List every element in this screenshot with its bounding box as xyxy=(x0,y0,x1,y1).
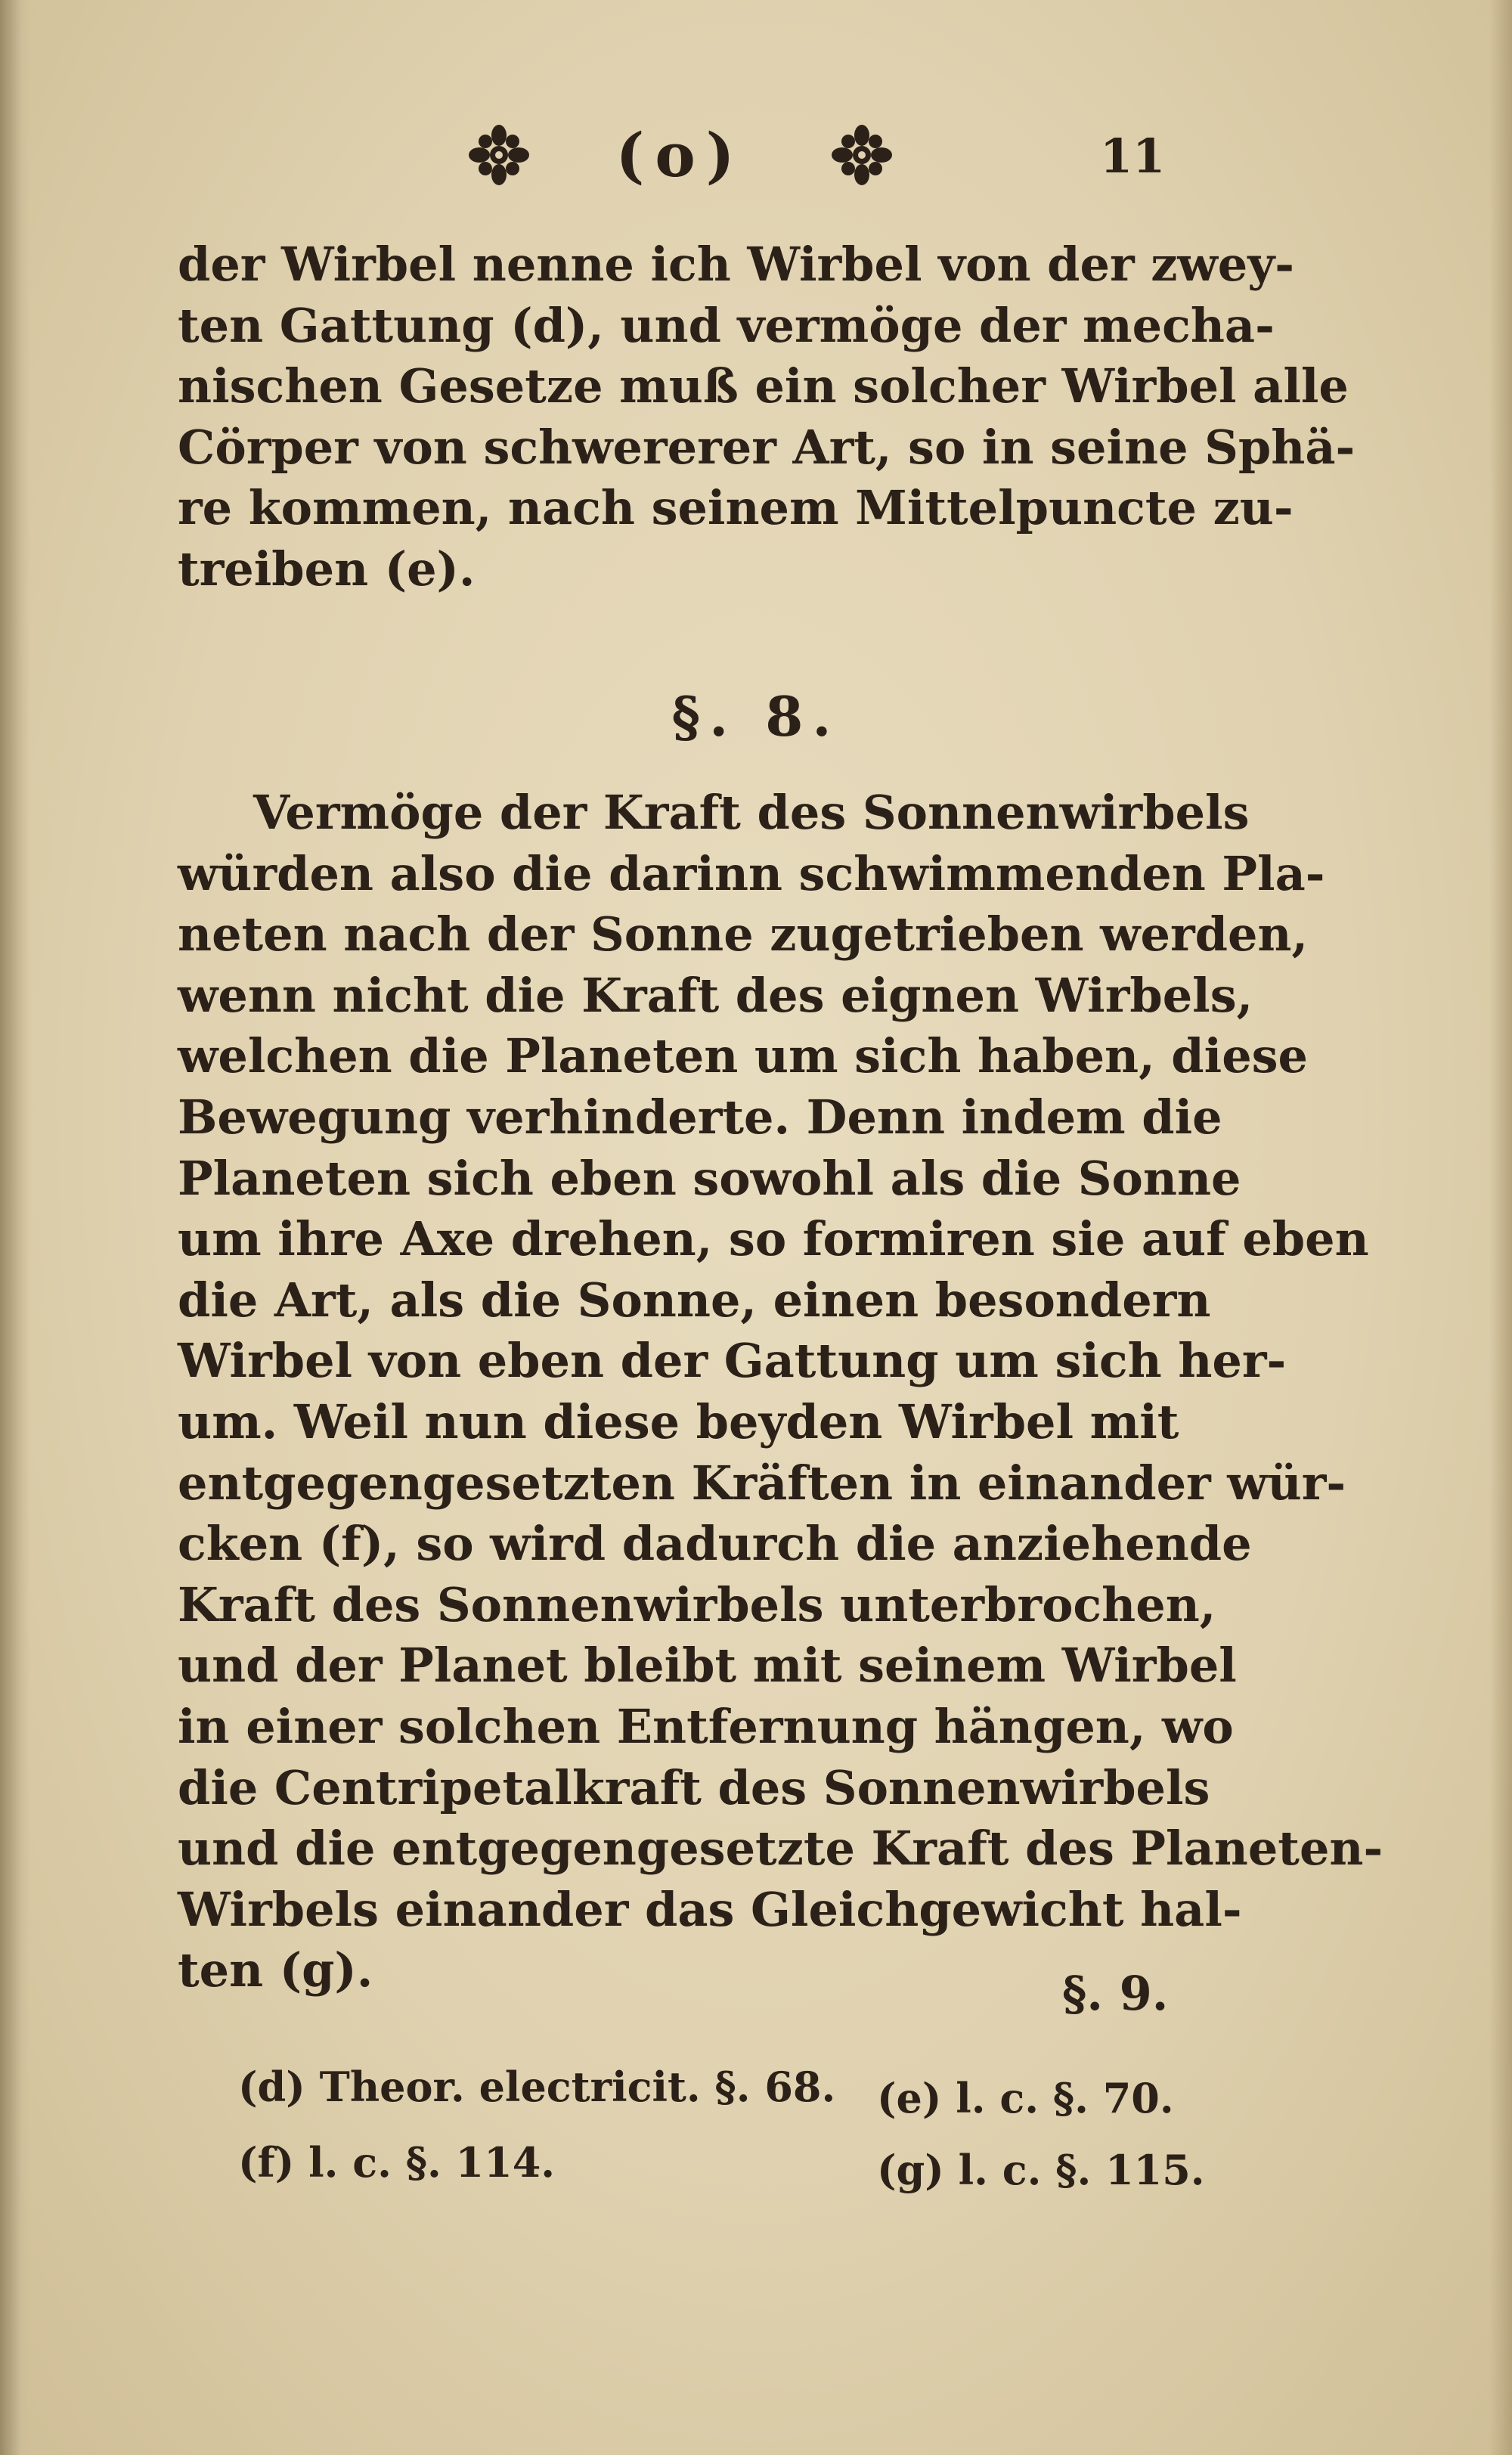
text-line: die Centripetalkraft des Sonnenwirbels xyxy=(178,1759,1210,1815)
text-line: wenn nicht die Kraft des eignen Wirbels, xyxy=(178,967,1253,1023)
text-line: entgegengesetzten Kräften in einander wür- xyxy=(178,1455,1346,1511)
catchword: §. 9. xyxy=(1062,1966,1169,2021)
text-line: und die entgegengesetzte Kraft des Planeten- xyxy=(178,1821,1383,1877)
section-heading: §. 8. xyxy=(671,684,841,749)
footnote-d: (d) Theor. electricit. §. 68. xyxy=(238,2063,836,2111)
text-line: cken (f), so wird dadurch die anziehende xyxy=(178,1516,1252,1572)
flower-ornament-right-icon xyxy=(832,125,892,185)
text-line: Kraft des Sonnenwirbels unterbrochen, xyxy=(178,1576,1216,1632)
flower-ornament-left-icon xyxy=(469,125,529,185)
text-line: Wirbel von eben der Gattung um sich her- xyxy=(178,1333,1287,1389)
text-line: und der Planet bleibt mit seinem Wirbel xyxy=(178,1638,1237,1694)
text-line: treiben (e). xyxy=(178,541,476,597)
text-line: ten (g). xyxy=(178,1942,373,1998)
text-line: neten nach der Sonne zugetrieben werden, xyxy=(178,907,1309,962)
text-line: Bewegung verhinderte. Denn indem die xyxy=(178,1089,1222,1145)
text-line: Wirbels einander das Gleichgewicht hal- xyxy=(178,1881,1242,1937)
footnote-f: (f) l. c. §. 114. xyxy=(238,2138,556,2187)
footnote-e: (e) l. c. §. 70. xyxy=(877,2074,1174,2122)
text-line: um. Weil nun diese beyden Wirbel mit xyxy=(178,1393,1179,1449)
page-edge-shadow xyxy=(1489,0,1512,2455)
text-line: nischen Gesetze muß ein solcher Wirbel alle xyxy=(178,358,1349,414)
paragraph-1 xyxy=(178,234,1356,600)
paragraph-2 xyxy=(178,783,1383,2001)
text-line: Cörper von schwererer Art, so in seine Sphä- xyxy=(178,419,1356,475)
signature-mark: (o) xyxy=(615,119,745,191)
text-line: die Art, als die Sonne, einen besondern xyxy=(178,1272,1211,1328)
text-line: ten Gattung (d), und vermöge der mecha- xyxy=(178,297,1275,353)
page-gutter-shadow xyxy=(0,0,30,2455)
text-line: um ihre Axe drehen, so formiren sie auf eben xyxy=(178,1211,1369,1267)
text-line: Planeten sich eben sowohl als die Sonne xyxy=(178,1150,1241,1206)
text-line: der Wirbel nenne ich Wirbel von der zwey- xyxy=(178,237,1294,292)
text-line: re kommen, nach seinem Mittelpuncte zu- xyxy=(178,480,1294,536)
text-line: Vermöge der Kraft des Sonnenwirbels xyxy=(253,785,1250,840)
text-line: welchen die Planeten um sich haben, diese xyxy=(178,1028,1308,1084)
text-line: in einer solchen Entfernung hängen, wo xyxy=(178,1698,1234,1754)
footnote-g: (g) l. c. §. 115. xyxy=(877,2146,1205,2194)
page-number: 11 xyxy=(1100,129,1166,184)
text-line: würden also die darinn schwimmenden Pla- xyxy=(178,845,1325,901)
page-header xyxy=(469,113,892,197)
